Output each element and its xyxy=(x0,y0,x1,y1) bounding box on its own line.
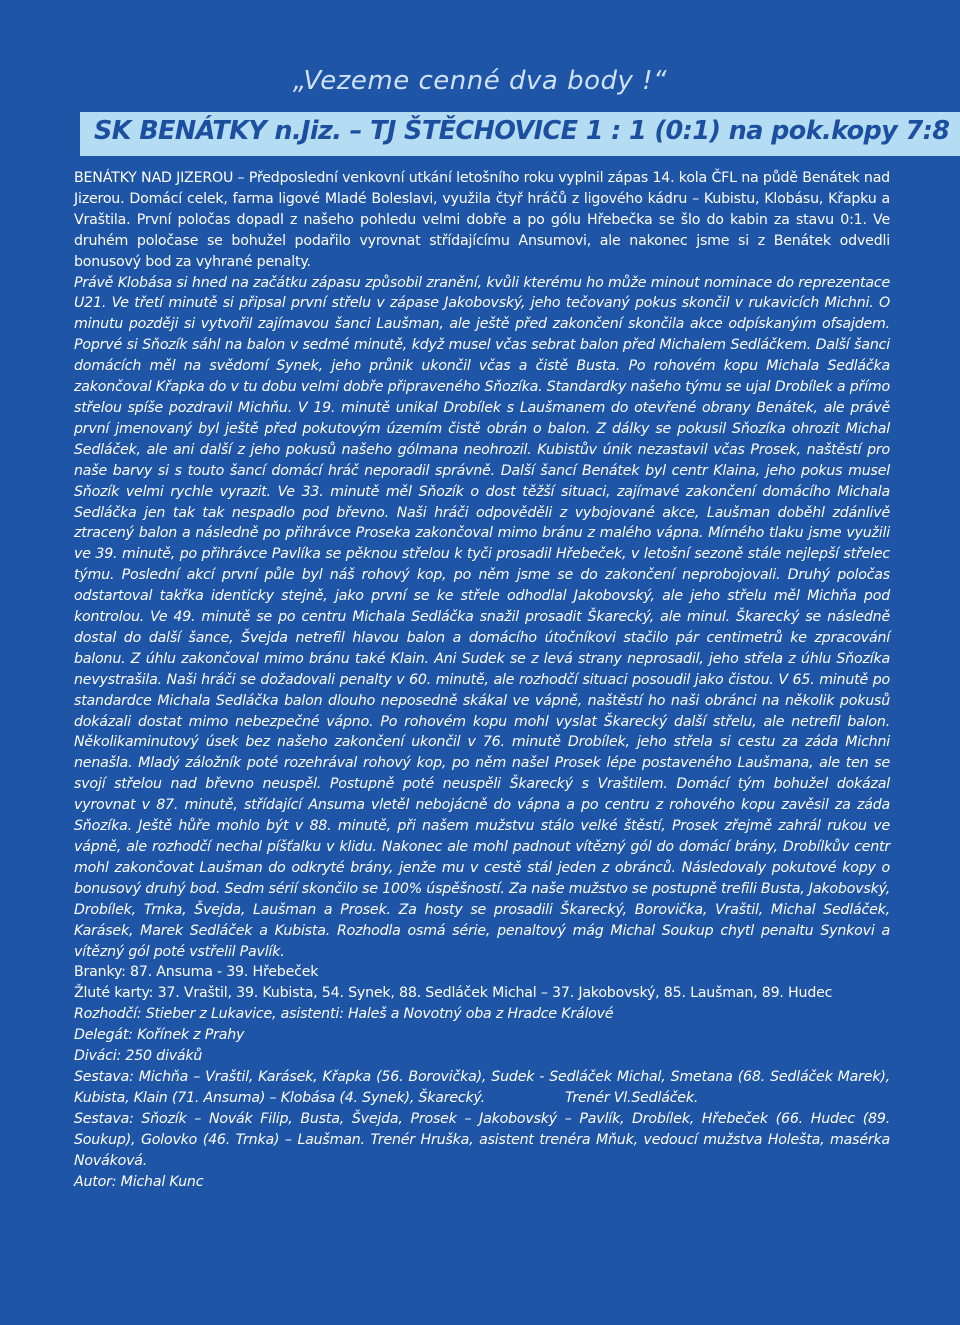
article-body xyxy=(74,168,890,1192)
goals-line: Branky: 87. Ansuma - 39. Hřebeček xyxy=(74,964,319,981)
headline-quote: „Vezeme cenné dva body !“ xyxy=(292,66,668,96)
referees-line: Rozhodčí: Stieber z Lukavice, asistenti: Haleš a Novotný oba z Hradce Králové xyxy=(74,1006,614,1023)
home-lineup-text: Sestava: Michňa – Vraštil, Karásek, Křapka (56. Borovička), Sudek - Sedláček Michal, Smetana (68. Sedláček Marek), Kubista, Klain (71. Ansuma) – Klobása (4. Synek), Škarecký. xyxy=(74,1068,890,1106)
away-lineup: Sestava: Sňozík – Novák Filip, Busta, Švejda, Prosek – Jakobovský – Pavlík, Drobílek, Hřebeček (66. Hudec (89. Soukup), Golovko (46. Trnka) – Laušman. Trenér Hruška, asistent trenéra Mňuk, vedoucí mužstva Holešta, masérka Nováková. xyxy=(74,1110,890,1169)
delegate-line: Delegát: Kořínek z Prahy xyxy=(74,1027,245,1044)
intro-paragraph: BENÁTKY NAD JIZEROU – Předposlední venkovní utkání letošního roku vyplnil zápas 14. kola ČFL na půdě Benátek nad Jizerou. Domácí celek, farma ligové Mladé Boleslavi, využila čtyř hráčů z ligového kádru – Kubistu, Klobásu, Křapku a Vraštila. První poločas dopadl z našeho pohledu velmi dobře a po gólu Hřebečka se šlo do kabin za stavu 0:1. Ve druhém poločase se bohužel podařilo vyrovnat střídajícímu Ansumovi, ale nakonec jsme si z Benátek odvedli bonusový bod za vyhrané penalty. xyxy=(74,170,890,270)
home-lineup xyxy=(74,1067,890,1109)
attendance-line: Diváci: 250 diváků xyxy=(74,1048,203,1065)
match-result-title: SK BENÁTKY n.Jiz. – TJ ŠTĚCHOVICE 1 : 1 (0:1) na pok.kopy 7:8 xyxy=(94,116,950,146)
cards-line: Žluté karty: 37. Vraštil, 39. Kubista, 54. Synek, 88. Sedláček Michal – 37. Jakobovský, 85. Laušman, 89. Hudec xyxy=(74,985,833,1002)
match-report-paragraph: Právě Klobása si hned na začátku zápasu způsobil zranění, kvůli kterému ho může minout nominace do reprezentace U21. Ve třetí minutě si připsal první střelu v zápase Jakobovský, jeho tečovaný pokus skončil v rukavicích Michni. O minutu později si vytvořil zajímavou šanci Laušman, ale ještě před zakončení skončila akce odpískanýım ofsajdem. Poprvé si Sňozík sáhl na balon v sedmé minutě, když musel včas sebrat balon před Michalem Sedláčkem. Další šanci domácích měl na svědomí Synek, jeho průnik ukončil včas a čistě Busta. Po rohovém kopu Michala Sedláčka zakončoval Křapka do v tu dobu velmi dobře připraveného Sňozíka. Standardky našeho týmu se ujal Drobílek a přímo střelou spíše pozdravil Michňu. V 19. minutě unikal Drobílek s Laušmanem do otevřené obrany Benátek, ale právě první jmenovaný byl ještě před pokutovým územím čistě obrán o balon. Z dálky se pokusil Sňozíka ohrozit Michal Sedláček, ale ani další z jeho pokusů našeho gólmana neohrozil. Kubistův únik nezastavil včas Prosek, naštěstí pro naše barvy si s touto šancí domácí hráč neporadil správně. Další šancí Benátek byl centr Klaina, jeho pokus musel Sňozík velmi rychle vyrazit. Ve 33. minutě měl Sňozík o dost těžší situaci, zajímavé zakončení domácího Michala Sedláčka jen tak tak nespadlo pod břevno. Naši hráči odpověděli z vybojované akce, Laušman doběhl zdánlivě ztracený balon a následně po přihrávce Proseka zakončoval mimo bránu z malého vápna. Mírného tlaku jsme využili ve 39. minutě, po přihrávce Pavlíka se pěknou střelou k tyči prosadil Hřebeček, v letošní sezoně stále nejlepší střelec týmu. Poslední akcí první půle byl náš rohový kop, po něm jsme se do zakončení neprobojovali. Druhý poločas odstartoval takřka identicky stejně, jako první se ke střele odhodlal Jakobovský, ale jeho střelu měl Michňa pod kontrolou. Ve 49. minutě se po centru Michala Sedláčka snažil prosadit Škarecký, ale minul. Škarecký se následně dostal do další šance, Švejda netrefil hlavou balon a domácího útočníkovi stačilo pár centimetrů ke zpracování balonu. Z úhlu zakončoval mimo bránu také Klain. Ani Sudek se z levá strany neprosadil, jeho střela z úhlu Sňozíka nevystrašila. Naši hráči se dožadovali penalty v 60. minutě, ale rozhodčí situaci posoudil jako čistou. V 65. minutě po standardce Michala Sedláčka balon dlouho neposedně skákal ve vápně, naštěstí ho naši obránci na několik pokusů dokázali dostat mimo nebezpečné vápno. Po rohovém kopu mohl vyslat Škarecký další střelu, ale netrefil balon. Několikaminutový úsek bez našeho zakončení ukončil v 76. minutě Drobílek, jeho střela si cestu za záda Michni nenašla. Mladý záložník poté rozehrával rohový kop, po něm našel Prosek lépe postaveného Laušmana, ale ten se svojí střelou nad břevno neuspěl. Postupně poté neuspěli Škarecký s Vraštilem. Domácí tým bohužel dokázal vyrovnat v 87. minutě, střídající Ansuma vletěl nebojácně do vápna a po centru z rohového kopu zavěsil za záda Sňozíka. Ještě hůře mohlo být v 88. minutě, při našem mužstvu stálo velké štěstí, Prosek zřejmě zahrál rukou ve vápně, ale rozhodčí nechal píšťalku v klidu. Nakonec ale mohl padnout vítězný gól do domácí brány, Drobílkův centr mohl zakončovat Laušman do odkryté brány, jenže mu v cestě stál jeden z obránců. Následovaly pokutové kopy o bonusový druhý bod. Sedm sérií skončilo se 100% úspěšností. Za naše mužstvo se postupně trefili Busta, Jakobovský, Drobílek, Trnka, Švejda, Laušman a Prosek. Za hosty se prosadili Škarecký, Borovička, Vraštil, Michal Sedláček, Karásek, Marek Sedláček a Kubista. Rozhodla osmá série, penaltový mág Michal Soukup chytl penaltu Synkovi a vítězný gól poté vstřelil Pavlík. xyxy=(74,274,890,960)
author-line: Autor: Michal Kunc xyxy=(74,1173,204,1190)
home-coach: Trenér Vl.Sedláček. xyxy=(564,1089,699,1106)
